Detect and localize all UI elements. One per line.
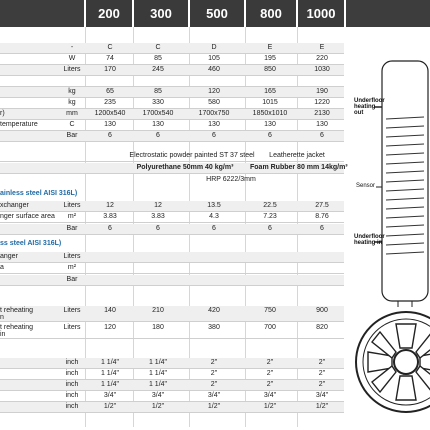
header-label-cell [0, 0, 84, 27]
value-cell: 2" [210, 381, 218, 388]
value-cell [246, 263, 294, 273]
row-label [0, 402, 60, 412]
value-cell: 165 [264, 88, 276, 95]
value-cell: 2" [266, 359, 274, 366]
value-cell: 120 [208, 88, 220, 95]
value-cell: 1/2" [151, 403, 165, 410]
value-cell: 1700x750 [198, 110, 230, 117]
table-row [0, 87, 344, 98]
tank-bottom-view [356, 312, 430, 412]
header-model-200: 200 [86, 0, 132, 27]
header-model-300: 300 [134, 0, 188, 27]
row-label: a [0, 264, 4, 271]
value-cell: 85 [154, 55, 162, 62]
value-cell [298, 275, 346, 285]
row-label-line2: in [0, 331, 6, 338]
value-cell: 3.83 [151, 213, 165, 220]
value-cell: 3/4" [103, 392, 117, 399]
value-cell: 2130 [314, 110, 330, 117]
value-cell: 2" [318, 381, 326, 388]
row-label [0, 391, 60, 401]
table-row [0, 358, 344, 369]
row-unit: Bar [66, 132, 78, 139]
row-unit: - [70, 44, 74, 51]
value-cell: 6 [268, 132, 272, 139]
coating-left: Electrostatic powder painted ST 37 steel [129, 152, 255, 159]
row-unit [60, 76, 84, 86]
value-cell: 13.5 [207, 202, 221, 209]
row-unit: inch [65, 392, 79, 399]
row-unit: Liters [63, 202, 81, 209]
value-cell: 900 [316, 307, 328, 314]
value-cell: 170 [104, 66, 116, 73]
row-unit: Liters [63, 307, 81, 314]
value-cell: 1 1/4" [148, 359, 168, 366]
row-label: t reheating in [0, 324, 34, 338]
row-label [0, 131, 60, 141]
value-cell: C [107, 44, 113, 51]
row-unit: Liters [63, 324, 81, 331]
value-cell: 460 [208, 66, 220, 73]
value-cell: 2" [266, 370, 274, 377]
coating-row [0, 151, 344, 162]
value-cell: 27.5 [315, 202, 329, 209]
row-label [0, 369, 60, 379]
row-unit: m² [67, 264, 77, 271]
hrp-row [0, 175, 344, 186]
value-cell: 1015 [262, 99, 278, 106]
value-cell: C [155, 44, 161, 51]
value-cell: 1220 [314, 99, 330, 106]
value-cell [134, 275, 182, 285]
value-cell: D [211, 44, 217, 51]
value-cell [190, 275, 238, 285]
value-cell: 180 [152, 324, 164, 331]
table-row [0, 306, 344, 322]
table-row [0, 131, 344, 142]
value-cell: 3/4" [315, 392, 329, 399]
value-cell: 2" [318, 359, 326, 366]
value-cell [190, 263, 238, 273]
value-cell: 1 1/4" [148, 370, 168, 377]
table-row [0, 380, 344, 391]
row-label [0, 87, 60, 97]
value-cell [298, 252, 346, 262]
table-row [0, 402, 344, 413]
value-cell: 6 [268, 225, 272, 232]
table-row [0, 252, 344, 263]
row-label [0, 275, 60, 285]
value-cell: 1030 [314, 66, 330, 73]
value-cell: 6 [156, 132, 160, 139]
value-cell: 6 [212, 225, 216, 232]
value-cell [86, 252, 134, 262]
value-cell: 380 [208, 324, 220, 331]
row-unit: inch [65, 359, 79, 366]
value-cell [298, 76, 346, 86]
value-cell: 2" [210, 370, 218, 377]
value-cell: 420 [208, 307, 220, 314]
value-cell [134, 76, 182, 86]
table-row [0, 120, 344, 131]
value-cell: 820 [316, 324, 328, 331]
row-unit: W [68, 55, 76, 62]
row-label [0, 380, 60, 390]
table-row [0, 76, 344, 87]
row-label [0, 224, 60, 234]
value-cell [246, 275, 294, 285]
row-unit: m² [67, 213, 77, 220]
value-cell: 140 [104, 307, 116, 314]
value-cell [86, 76, 134, 86]
row-unit: inch [65, 403, 79, 410]
label-heating-in: Underfloor heating in [354, 234, 385, 246]
row-label [0, 65, 60, 75]
value-cell [86, 275, 134, 285]
value-cell: 750 [264, 307, 276, 314]
section2-title: ss steel AISI 316L) [0, 240, 62, 247]
value-cell: 1/2" [207, 403, 221, 410]
header-model-500: 500 [190, 0, 244, 27]
value-cell: 580 [208, 99, 220, 106]
value-cell: 3/4" [151, 392, 165, 399]
value-cell: 1700x540 [142, 110, 174, 117]
value-cell: 210 [152, 307, 164, 314]
value-cell: 7.23 [263, 213, 277, 220]
value-cell: 6 [108, 132, 112, 139]
value-cell: 1 1/4" [100, 381, 120, 388]
table-row [0, 369, 344, 380]
value-cell: E [319, 44, 325, 51]
label-sensor: Sensor [356, 183, 376, 189]
value-cell: 6 [320, 225, 324, 232]
value-cell: 6 [156, 225, 160, 232]
value-cell: 6 [320, 132, 324, 139]
header-right-cell [346, 0, 430, 27]
row-unit: inch [65, 370, 79, 377]
value-cell: 65 [106, 88, 114, 95]
value-cell: 12 [106, 202, 114, 209]
table-row [0, 391, 344, 402]
value-cell [190, 76, 238, 86]
row-label [0, 98, 60, 108]
table-row [0, 212, 344, 223]
value-cell [246, 76, 294, 86]
table-row [0, 224, 344, 235]
section1-title: ainless steel AISI 316L) [0, 190, 78, 197]
value-cell: 330 [152, 99, 164, 106]
value-cell [134, 263, 182, 273]
value-cell: E [267, 44, 273, 51]
value-cell: 1/2" [263, 403, 277, 410]
table-row [0, 323, 344, 339]
value-cell: 2" [210, 359, 218, 366]
row-label-line2: n [0, 314, 4, 321]
value-cell: 195 [264, 55, 276, 62]
row-label: nger surface area [0, 213, 55, 220]
value-cell: 3/4" [263, 392, 277, 399]
value-cell: 8.76 [315, 213, 329, 220]
value-cell: 1/2" [315, 403, 329, 410]
value-cell: 1 1/4" [148, 381, 168, 388]
value-cell: 85 [154, 88, 162, 95]
value-cell: 1 1/4" [100, 370, 120, 377]
coating-right: Leatherette jacket [269, 152, 325, 159]
insulation-right: Foam Rubber 80 mm 14kg/m³ [250, 164, 348, 171]
row-label: r) [0, 110, 5, 117]
value-cell: 22.5 [263, 202, 277, 209]
value-cell: 2" [266, 381, 274, 388]
value-cell: 6 [212, 132, 216, 139]
value-cell: 245 [152, 66, 164, 73]
row-label: xchanger [0, 202, 29, 209]
tank-diagram [346, 27, 430, 430]
row-unit: Liters [63, 253, 81, 260]
row-label: t reheating n [0, 307, 34, 321]
hrp-text: HRP 6222/3mm [206, 176, 256, 183]
value-cell: 2" [318, 370, 326, 377]
value-cell [190, 252, 238, 262]
value-cell: 120 [104, 324, 116, 331]
value-cell: 1850x1010 [252, 110, 288, 117]
table-row [0, 201, 344, 212]
value-cell [134, 252, 182, 262]
row-unit: C [69, 121, 75, 128]
row-label: anger [0, 253, 18, 260]
row-label [0, 43, 60, 53]
table-row [0, 109, 344, 120]
value-cell: 130 [264, 121, 276, 128]
table-row [0, 54, 344, 65]
table-row [0, 65, 344, 76]
table-row [0, 275, 344, 286]
value-cell: 130 [104, 121, 116, 128]
label-heating-out: Underfloor heating out [354, 98, 385, 116]
table-row [0, 98, 344, 109]
row-unit: Bar [66, 225, 78, 232]
value-cell: 6 [108, 225, 112, 232]
row-label [0, 54, 60, 64]
table-row [0, 263, 344, 274]
value-cell [86, 263, 134, 273]
value-cell: 235 [104, 99, 116, 106]
value-cell: 130 [316, 121, 328, 128]
value-cell: 74 [106, 55, 114, 62]
header-model-800: 800 [246, 0, 296, 27]
value-cell: 1 1/4" [100, 359, 120, 366]
value-cell: 220 [316, 55, 328, 62]
row-unit: inch [65, 381, 79, 388]
value-cell: 700 [264, 324, 276, 331]
insulation-row [0, 163, 348, 174]
row-unit: kg [68, 88, 76, 95]
row-unit: kg [68, 99, 76, 106]
value-cell: 850 [264, 66, 276, 73]
value-cell [298, 263, 346, 273]
value-cell: 130 [152, 121, 164, 128]
value-cell: 3.83 [103, 213, 117, 220]
value-cell: 4.3 [209, 213, 219, 220]
row-unit: Liters [63, 66, 81, 73]
row-label: temperature [0, 121, 38, 128]
value-cell: 105 [208, 55, 220, 62]
insulation-left: Polyurethane 50mm 40 kg/m³ [136, 164, 234, 171]
value-cell: 190 [316, 88, 328, 95]
row-label [0, 358, 60, 368]
header-model-1000: 1000 [298, 0, 344, 27]
value-cell: 1200x540 [94, 110, 126, 117]
row-unit: mm [66, 110, 78, 117]
table-row [0, 43, 344, 54]
value-cell: 3/4" [207, 392, 221, 399]
value-cell: 12 [154, 202, 162, 209]
row-label [0, 76, 60, 86]
value-cell [246, 252, 294, 262]
value-cell: 1/2" [103, 403, 117, 410]
row-unit: Bar [66, 276, 78, 283]
value-cell: 130 [208, 121, 220, 128]
